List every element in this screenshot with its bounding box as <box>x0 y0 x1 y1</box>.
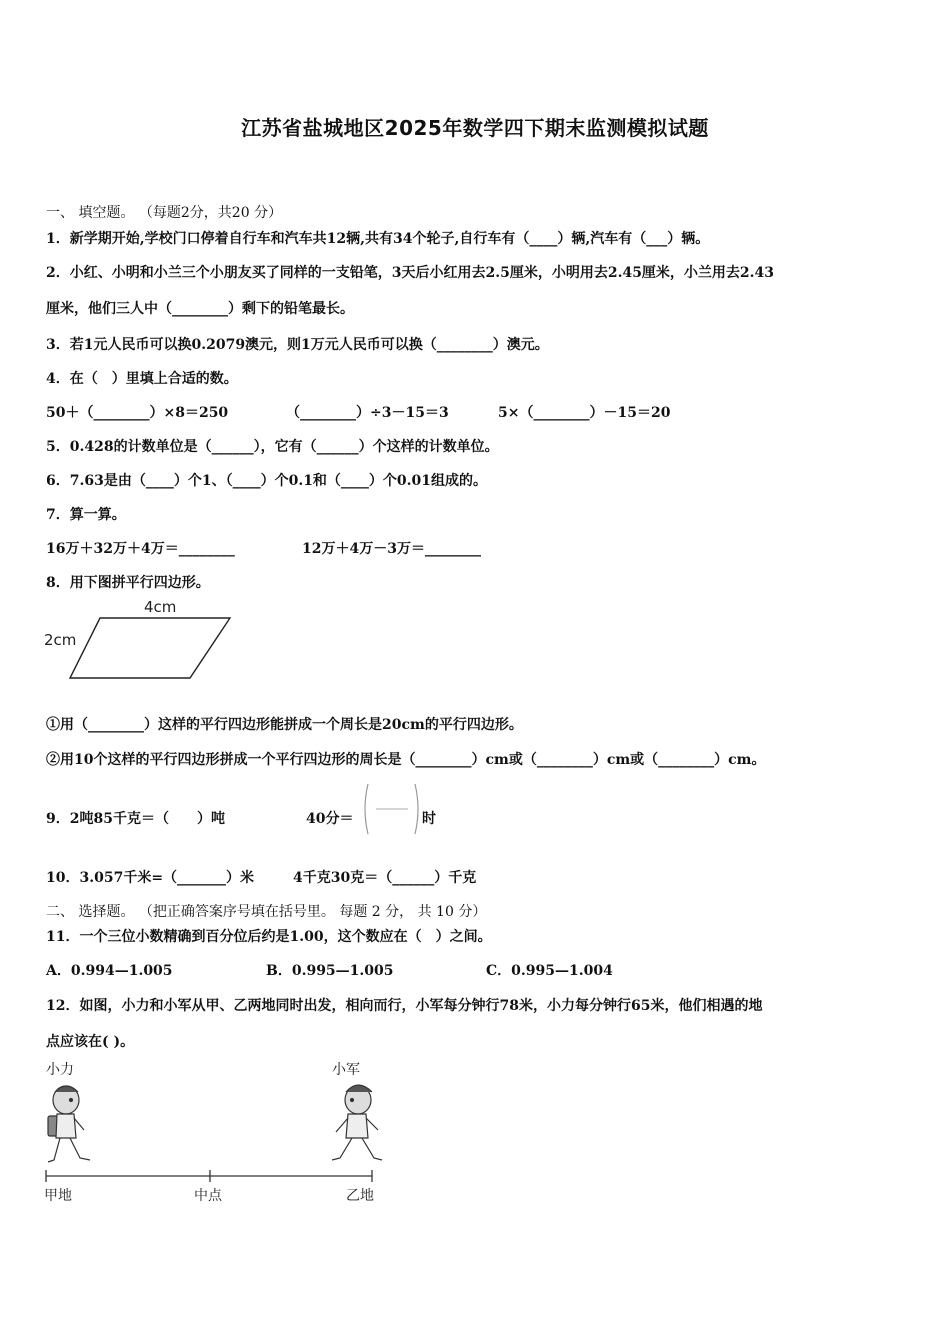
question-1: 1．新学期开始,学校门口停着自行车和汽车共12辆,共有34个轮子,自行车有（____）辆,汽车有（___）辆。 <box>46 231 710 247</box>
question-8-sub1: ①用（________）这样的平行四边形能拼成一个周长是20cm的平行四边形。 <box>46 717 523 733</box>
meeting-diagram <box>40 1056 400 1206</box>
question-12-line1: 12．如图，小力和小军从甲、乙两地同时出发，相向而行，小军每分钟行78米，小力每分钟行65米，他们相遇的地 <box>46 998 763 1014</box>
question-4-part-b: （________）÷3－15＝3 <box>286 405 449 421</box>
question-9-part2-prefix: 40分＝ <box>306 811 354 827</box>
xiaojun-label: 小军 <box>332 1062 360 1078</box>
question-7-part-a: 16万＋32万＋4万＝________ <box>46 541 235 557</box>
midpoint-label: 中点 <box>194 1188 222 1204</box>
end-label: 乙地 <box>346 1188 374 1204</box>
question-8-sub2: ②用10个这样的平行四边形拼成一个平行四边形的周长是（________）cm或（________）cm或（________）cm。 <box>46 752 766 768</box>
question-4-prompt: 4．在（ ）里填上合适的数。 <box>46 371 238 387</box>
xiaoli-figure <box>48 1086 90 1162</box>
question-11-prompt: 11．一个三位小数精确到百分位后约是1.00，这个数应在（ ）之间。 <box>46 929 492 945</box>
parallelogram-figure <box>40 594 240 686</box>
question-9-part2-suffix: 时 <box>422 811 436 827</box>
parallelogram-shape <box>70 618 230 678</box>
question-6: 6．7.63是由（____）个1、（____）个0.1和（____）个0.01组成的。 <box>46 473 488 489</box>
fraction-blank <box>364 782 419 836</box>
question-10-part1: 10．3.057千米=（_______）米 <box>46 870 255 886</box>
question-8-prompt: 8．用下图拼平行四边形。 <box>46 575 210 591</box>
section2-heading: 二、 选择题。 （把正确答案序号填在括号里。 每题 2 分， 共 10 分） <box>46 904 487 920</box>
parallelogram-top-label: 4cm <box>144 598 177 616</box>
question-10-part2: 4千克30克＝（______）千克 <box>293 870 477 886</box>
xiaojun-figure <box>332 1085 382 1160</box>
question-5: 5．0.428的计数单位是（______），它有（______）个这样的计数单位。 <box>46 439 499 455</box>
question-11-option-b: B．0.995—1.005 <box>266 963 394 979</box>
question-4-part-a: 50＋（________）×8＝250 <box>46 405 229 421</box>
question-11-option-c: C．0.995—1.004 <box>486 963 613 979</box>
start-label: 甲地 <box>44 1188 72 1204</box>
question-2-line2: 厘米，他们三人中（________）剩下的铅笔最长。 <box>46 301 354 317</box>
section1-heading: 一、 填空题。 （每题2分，共20 分） <box>46 205 283 221</box>
question-11-option-a: A．0.994—1.005 <box>46 963 173 979</box>
page-title: 江苏省盐城地区2025年数学四下期末监测模拟试题 <box>241 116 709 140</box>
question-3: 3．若1元人民币可以换0.2079澳元，则1万元人民币可以换（________）澳元。 <box>46 337 549 353</box>
question-7-prompt: 7．算一算。 <box>46 507 126 523</box>
question-12-line2: 点应该在( )。 <box>46 1034 135 1050</box>
question-4-part-c: 5×（________）－15＝20 <box>498 405 671 421</box>
xiaoli-label: 小力 <box>46 1062 74 1078</box>
question-9-part1: 9．2吨85千克＝（ ）吨 <box>46 811 225 827</box>
question-2-line1: 2．小红、小明和小兰三个小朋友买了同样的一支铅笔，3天后小红用去2.5厘米，小明用去2.45厘米，小兰用去2.43 <box>46 265 775 281</box>
question-7-part-b: 12万＋4万－3万＝________ <box>302 541 481 557</box>
parallelogram-side-label: 2cm <box>44 631 77 649</box>
